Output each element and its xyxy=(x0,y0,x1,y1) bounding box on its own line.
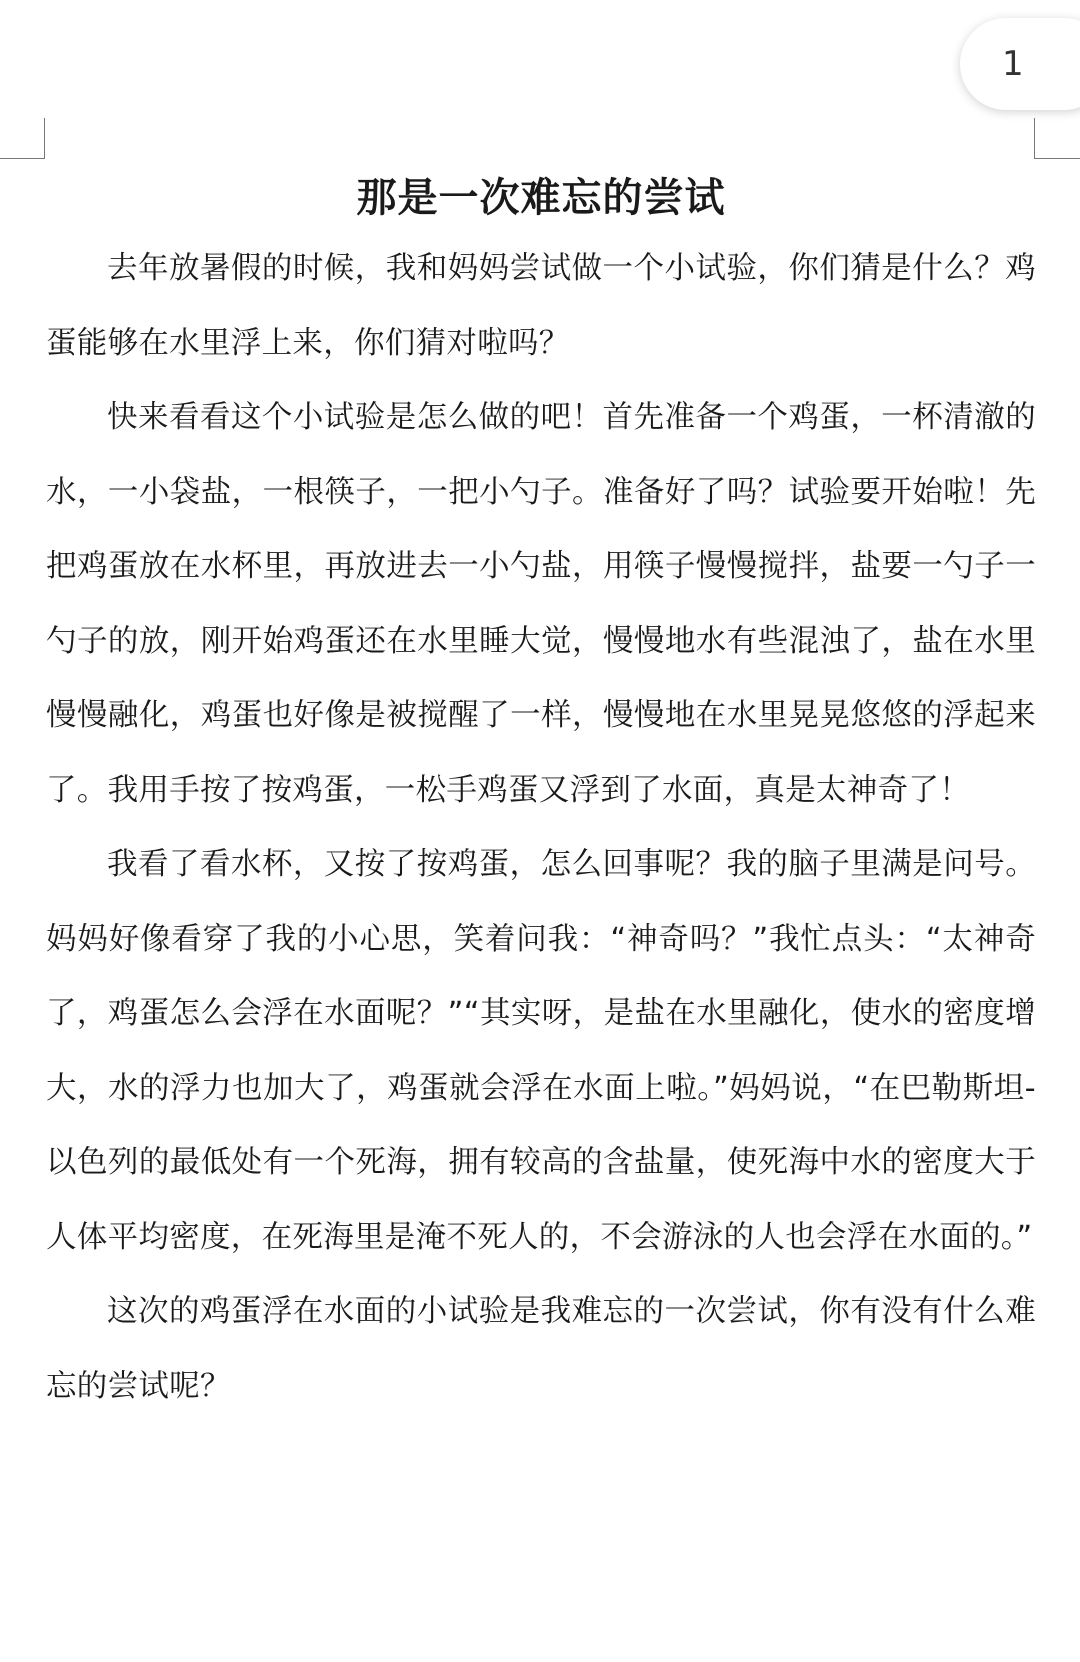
document-title: 那是一次难忘的尝试 xyxy=(356,175,726,221)
paragraph: 快来看看这个小试验是怎么做的吧！首先准备一个鸡蛋，一杯清澈的水，一小袋盐，一根筷子，一把小勺子。准备好了吗？试验要开始啦！先把鸡蛋放在水杯里，再放进去一小勺盐，用筷子慢慢搅拌，盐要一勺子一勺子的放，刚开始鸡蛋还在水里睡大觉，慢慢地水有些混浊了，盐在水里慢慢融化，鸡蛋也好像是被搅醒了一样，慢慢地在水里晃晃悠悠的浮起来了。我用手按了按鸡蛋，一松手鸡蛋又浮到了水面，真是太神奇了！ xyxy=(46,400,1036,808)
document-body xyxy=(46,168,1036,1424)
crop-mark-left xyxy=(0,118,45,159)
paragraph: 去年放暑假的时候，我和妈妈尝试做一个小试验，你们猜是什么？鸡蛋能够在水里浮上来，你们猜对啦吗？ xyxy=(46,251,1036,361)
paragraph: 这次的鸡蛋浮在水面的小试验是我难忘的一次尝试，你有没有什么难忘的尝试呢？ xyxy=(46,1294,1036,1404)
page-number-badge xyxy=(960,18,1080,110)
paragraph: 我看了看水杯，又按了按鸡蛋，怎么回事呢？我的脑子里满是问号。妈妈好像看穿了我的小心思，笑着问我：“神奇吗？”我忙点头：“太神奇了，鸡蛋怎么会浮在水面呢？”“其实呀，是盐在水里融化，使水的密度增大，水的浮力也加大了，鸡蛋就会浮在水面上啦。”妈妈说，“在巴勒斯坦-以色列的最低处有一个死海，拥有较高的含盐量，使死海中水的密度大于人体平均密度，在死海里是淹不死人的，不会游泳的人也会浮在水面的。” xyxy=(46,847,1036,1255)
page-number: 1 xyxy=(1002,44,1024,84)
crop-mark-right xyxy=(1034,118,1080,159)
